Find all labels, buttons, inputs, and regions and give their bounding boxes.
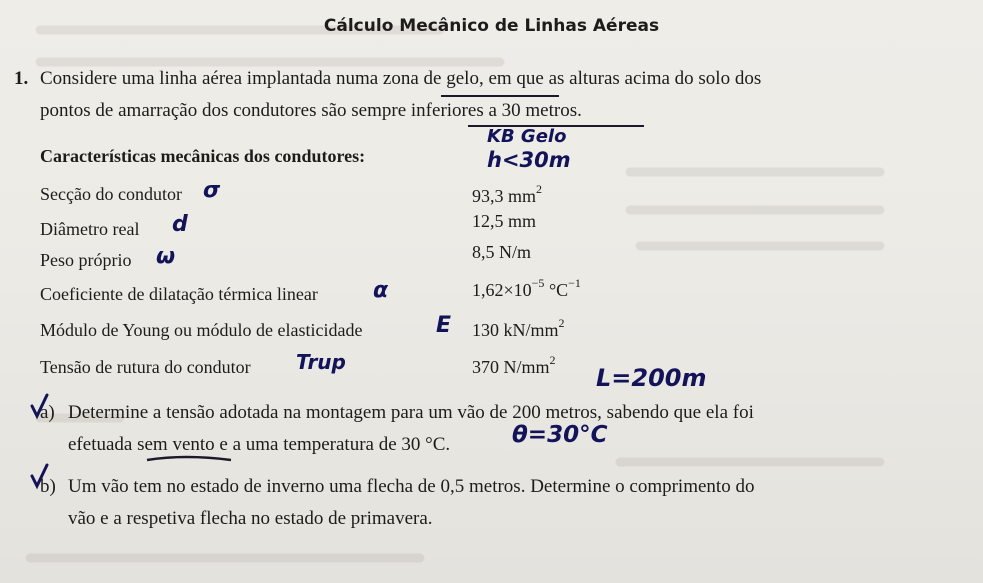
characteristics-heading: Características mecânicas dos condutores:: [40, 146, 366, 166]
note-e: E: [436, 313, 452, 338]
row-weight-value: 8,5 N/m: [472, 242, 532, 262]
question-line-2: pontos de amarração dos condutores são sempre inferiores a 30 metros.: [40, 100, 582, 121]
part-b-line-2: vão e a respetiva flecha no estado de primavera.: [68, 508, 433, 529]
part-a-line-2: efetuada sem vento e a uma temperatura de 30 °C.: [68, 434, 451, 455]
part-a-line-1: Determine a tensão adotada na montagem para um vão de 200 metros, sabendo que ela foi: [68, 402, 754, 423]
underline-sem-vento: [145, 452, 235, 466]
handwritten-height: h<30m: [487, 148, 571, 172]
note-sigma: σ: [203, 178, 221, 203]
handwritten-span: L=200m: [596, 364, 707, 392]
row-weight-label: Peso próprio: [40, 250, 132, 270]
row-rupture-label: Tensão de rutura do condutor: [40, 357, 251, 377]
row-young-label: Módulo de Young ou módulo de elasticidade: [40, 320, 363, 340]
row-rupture-value: 370 $N/mm^2$: [472, 353, 556, 377]
row-diameter-value: 12,5 mm: [472, 211, 537, 231]
row-diameter-label: Diâmetro real: [40, 219, 140, 239]
row-section-label: Secção do condutor: [40, 184, 182, 204]
handwritten-temp: θ=30°C: [512, 422, 608, 448]
note-omega: ω: [156, 244, 176, 269]
row-section-value: 93,3 $mm^2$: [472, 182, 543, 206]
row-thermal-label: Coeficiente de dilatação térmica linear: [40, 284, 318, 304]
question-number: 1.: [14, 68, 29, 89]
row-young-value: 130 $kN/mm^2$: [472, 316, 565, 340]
note-d: d: [172, 212, 188, 237]
page-title: Cálculo Mecânico de Linhas Aéreas: [323, 16, 660, 36]
note-trup: Trup: [296, 350, 346, 374]
question-line-1: Considere uma linha aérea implantada numa zona de gelo, em que as alturas acima do solo dos: [40, 68, 762, 89]
handwritten-zone: KB Gelo: [487, 126, 567, 147]
note-alpha: α: [373, 278, 389, 303]
part-b-label: b): [40, 476, 56, 497]
row-thermal-value: $1,62\times 10^{-5}$ $^\circ C^{-1}$: [472, 276, 581, 300]
part-b-line-1: Um vão tem no estado de inverno uma flecha de 0,5 metros. Determine o comprimento do: [68, 476, 755, 497]
underline-zona-de-gelo: [441, 95, 559, 97]
part-a-label: a): [40, 402, 55, 423]
